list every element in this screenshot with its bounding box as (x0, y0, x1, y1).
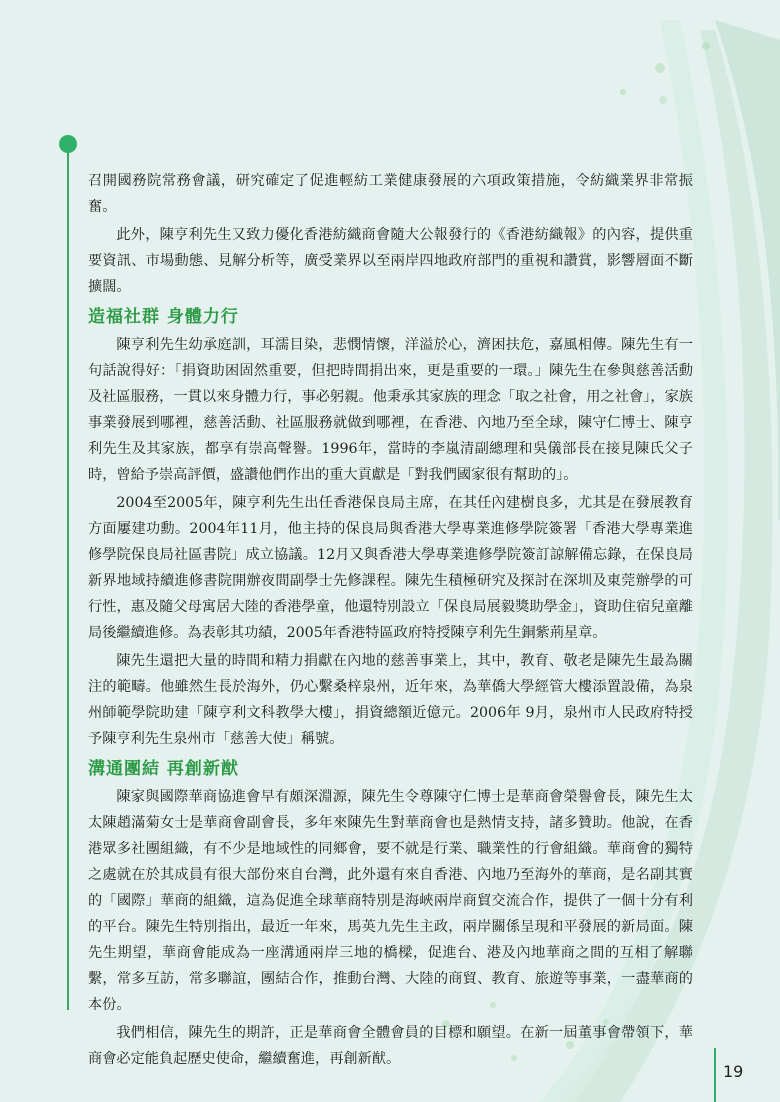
margin-rule (67, 145, 69, 1010)
paragraph: 陳家與國際華商協進會早有頗深淵源，陳先生令尊陳守仁博士是華商會榮譽會長，陳先生太太陳趙滿菊女士是華商會副會長，多年來陳先生對華商會也是熱情支持，諸多贊助。他說，在香港眾多社團組織，有不少是地域性的同鄉會，要不就是行業、職業性的行會組織。華商會的獨特之處就在於其成員有很大部份來自台灣，此外還有來自香港、內地乃至海外的華商，是名副其實的「國際」華商的組織，這為促進全球華商特別是海峽兩岸商貿交流合作，提供了一個十分有利的平台。陳先生特別指出，最近一年來，馬英九先生主政，兩岸關係呈現和平發展的新局面。陳先生期望，華商會能成為一座溝通兩岸三地的橋樑，促進台、港及內地華商之間的互相了解聯繫，常多互訪，常多聯誼，團結合作，推動台灣、大陸的商貿、教育、旅遊等事業，一盡華商的本份。 (88, 789, 693, 1013)
section-heading: 造福社群 身體力行 (88, 307, 239, 327)
page-number-bar (714, 1048, 716, 1102)
paragraph: 陳亨利先生幼承庭訓，耳濡目染，悲憫情懷，洋溢於心，濟困扶危，嘉風相傳。陳先生有一句話說得好：「捐資助困固然重要，但把時間捐出來，更是重要的一環。」陳先生在參與慈善活動及社區服務，一貫以來身體力行，事必躬親。他秉承其家族的理念「取之社會，用之社會」，家族事業發展到哪裡，慈善活動、社區服務就做到哪裡，在香港、內地乃至全球，陳守仁博士、陳亨利先生及其家族，都享有崇高聲譽。1996年，當時的李嵐清副總理和吳儀部長在接見陳氏父子時，曾給予崇高評價，盛讚他們作出的重大貢獻是「對我們國家很有幫助的」。 (88, 337, 693, 483)
paragraph: 召開國務院常務會議，研究確定了促進輕紡工業健康發展的六項政策措施，令紡織業界非常振奮。 (88, 173, 693, 215)
article-body (88, 168, 693, 1074)
paragraph: 我們相信，陳先生的期許，正是華商會全體會員的目標和願望。在新一屆董事會帶領下，華商會必定能負起歷史使命，繼續奮進，再創新猷。 (88, 1025, 693, 1067)
paragraph: 陳先生還把大量的時間和精力捐獻在內地的慈善事業上，其中，教育、敬老是陳先生最為關注的範疇。他雖然生長於海外，仍心繫桑梓泉州，近年來，為華僑大學經管大樓添置設備，為泉州師範學院助建「陳亨利文科教學大樓」，捐資總額近億元。2006年 9月，泉州市人民政府特授予陳亨利先生泉州市「慈善大使」稱號。 (88, 653, 693, 747)
margin-rule-dot (59, 135, 77, 153)
paragraph: 2004至2005年，陳亨利先生出任香港保良局主席，在其任內建樹良多，尤其是在發展教育方面屢建功勳。2004年11月，他主持的保良局與香港大學專業進修學院簽署「香港大學專業進修學院保良局社區書院」成立協議。12月又與香港大學專業進修學院簽訂諒解備忘錄，在保良局新界地域持續進修書院開辦夜間副學士先修課程。陳先生積極研究及探討在深圳及東莞辦學的可行性，惠及隨父母寓居大陸的香港學童，他還特別設立「保良局展毅獎助學金」，資助住宿兒童離局後繼續進修。為表彰其功績，2005年香港特區政府特授陳亨利先生銅紫荊星章。 (88, 495, 693, 641)
page-number: 19 (723, 1062, 744, 1081)
paragraph: 此外，陳亨利先生又致力優化香港紡織商會隨大公報發行的《香港紡織報》的內容，提供重要資訊、市場動態、見解分析等，廣受業界以至兩岸四地政府部門的重視和讚賞，影響層面不斷擴闊。 (88, 227, 693, 295)
section-heading: 溝通團結 再創新猷 (88, 759, 239, 779)
